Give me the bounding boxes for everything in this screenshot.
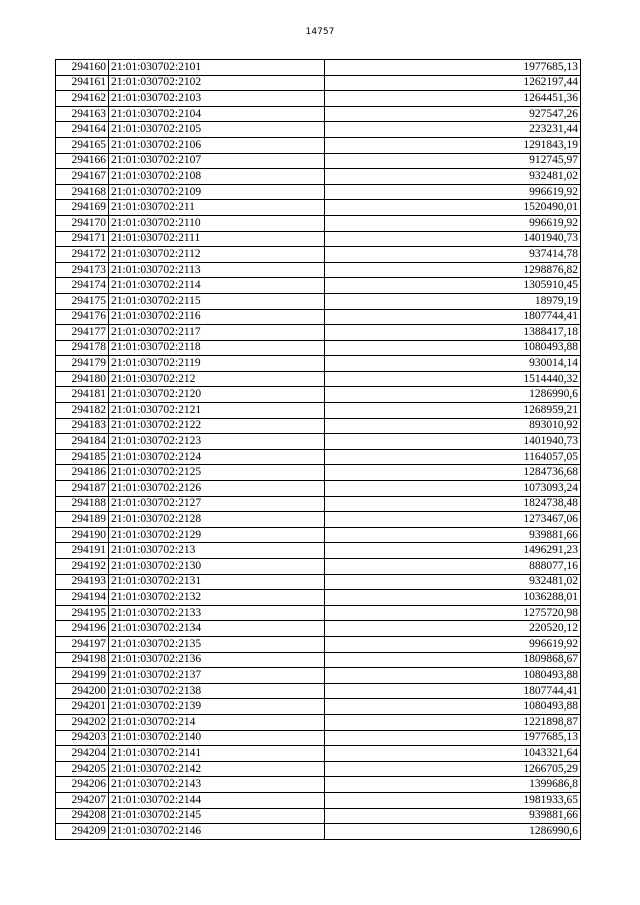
- table-row: [56, 356, 581, 372]
- row-number-cell: 294167: [56, 169, 109, 185]
- cadastral-value-cell: 1824738,48: [325, 496, 581, 512]
- table-row: [56, 434, 581, 450]
- cadastral-number-cell: 21:01:030702:2122: [109, 418, 325, 434]
- row-number-cell: 294174: [56, 278, 109, 294]
- table-row: [56, 184, 581, 200]
- cadastral-value-cell: 220520,12: [325, 621, 581, 637]
- table-row: [56, 403, 581, 419]
- table-row: [56, 262, 581, 278]
- table-row: [56, 309, 581, 325]
- row-number-cell: 294199: [56, 668, 109, 684]
- row-number-cell: 294169: [56, 200, 109, 216]
- row-number-cell: 294192: [56, 559, 109, 575]
- cadastral-value-cell: 1514440,32: [325, 371, 581, 387]
- cadastral-value-cell: 1388417,18: [325, 325, 581, 341]
- cadastral-number-cell: 21:01:030702:2125: [109, 465, 325, 481]
- row-number-cell: 294160: [56, 60, 109, 76]
- cadastral-number-cell: 21:01:030702:2113: [109, 262, 325, 278]
- cadastral-number-cell: 21:01:030702:214: [109, 714, 325, 730]
- table-row: [56, 215, 581, 231]
- table-row: [56, 777, 581, 793]
- table-row: [56, 605, 581, 621]
- row-number-cell: 294190: [56, 527, 109, 543]
- row-number-cell: 294185: [56, 449, 109, 465]
- cadastral-value-cell: 939881,66: [325, 527, 581, 543]
- cadastral-value-cell: 1080493,88: [325, 340, 581, 356]
- table-row: [56, 496, 581, 512]
- page-number: 14757: [305, 27, 335, 37]
- cadastral-value-cell: 1268959,21: [325, 403, 581, 419]
- table-row: [56, 325, 581, 341]
- row-number-cell: 294187: [56, 481, 109, 497]
- cadastral-value-cell: 893010,92: [325, 418, 581, 434]
- row-number-cell: 294166: [56, 153, 109, 169]
- table-row: [56, 808, 581, 824]
- row-number-cell: 294205: [56, 761, 109, 777]
- cadastral-number-cell: 21:01:030702:2140: [109, 730, 325, 746]
- table-row: [56, 278, 581, 294]
- cadastral-value-cell: 1291843,19: [325, 137, 581, 153]
- row-number-cell: 294179: [56, 356, 109, 372]
- cadastral-number-cell: 21:01:030702:2138: [109, 683, 325, 699]
- table-row: [56, 636, 581, 652]
- cadastral-number-cell: 21:01:030702:2141: [109, 746, 325, 762]
- table-row: [56, 699, 581, 715]
- row-number-cell: 294193: [56, 574, 109, 590]
- row-number-cell: 294195: [56, 605, 109, 621]
- cadastral-value-cell: 1977685,13: [325, 730, 581, 746]
- row-number-cell: 294171: [56, 231, 109, 247]
- table-row: [56, 714, 581, 730]
- cadastral-value-table: [55, 59, 581, 840]
- cadastral-number-cell: 21:01:030702:2123: [109, 434, 325, 450]
- row-number-cell: 294184: [56, 434, 109, 450]
- row-number-cell: 294201: [56, 699, 109, 715]
- cadastral-number-cell: 21:01:030702:2120: [109, 387, 325, 403]
- cadastral-value-cell: 1401940,73: [325, 231, 581, 247]
- row-number-cell: 294203: [56, 730, 109, 746]
- cadastral-value-cell: 1080493,88: [325, 699, 581, 715]
- cadastral-value-cell: 1298876,82: [325, 262, 581, 278]
- cadastral-value-cell: 932481,02: [325, 574, 581, 590]
- table-row: [56, 387, 581, 403]
- table-row: [56, 169, 581, 185]
- cadastral-value-cell: 1043321,64: [325, 746, 581, 762]
- row-number-cell: 294164: [56, 122, 109, 138]
- cadastral-value-cell: 937414,78: [325, 247, 581, 263]
- cadastral-number-cell: 21:01:030702:2121: [109, 403, 325, 419]
- cadastral-value-cell: 939881,66: [325, 808, 581, 824]
- cadastral-number-cell: 21:01:030702:2101: [109, 60, 325, 76]
- cadastral-number-cell: 21:01:030702:2103: [109, 91, 325, 107]
- row-number-cell: 294170: [56, 215, 109, 231]
- table-row: [56, 559, 581, 575]
- cadastral-value-cell: 1977685,13: [325, 60, 581, 76]
- cadastral-number-cell: 21:01:030702:2115: [109, 293, 325, 309]
- cadastral-number-cell: 21:01:030702:2117: [109, 325, 325, 341]
- table-row: [56, 340, 581, 356]
- table-row: [56, 683, 581, 699]
- cadastral-number-cell: 21:01:030702:2105: [109, 122, 325, 138]
- table-row: [56, 543, 581, 559]
- cadastral-number-cell: 21:01:030702:2107: [109, 153, 325, 169]
- row-number-cell: 294178: [56, 340, 109, 356]
- row-number-cell: 294200: [56, 683, 109, 699]
- table-row: [56, 293, 581, 309]
- cadastral-number-cell: 21:01:030702:2110: [109, 215, 325, 231]
- row-number-cell: 294197: [56, 636, 109, 652]
- cadastral-number-cell: 21:01:030702:2108: [109, 169, 325, 185]
- table-row: [56, 621, 581, 637]
- table-row: [56, 730, 581, 746]
- cadastral-value-cell: 1401940,73: [325, 434, 581, 450]
- cadastral-number-cell: 21:01:030702:2106: [109, 137, 325, 153]
- table-row: [56, 91, 581, 107]
- cadastral-number-cell: 21:01:030702:2137: [109, 668, 325, 684]
- cadastral-number-cell: 21:01:030702:2134: [109, 621, 325, 637]
- cadastral-number-cell: 21:01:030702:211: [109, 200, 325, 216]
- row-number-cell: 294181: [56, 387, 109, 403]
- cadastral-number-cell: 21:01:030702:2135: [109, 636, 325, 652]
- cadastral-number-cell: 21:01:030702:2118: [109, 340, 325, 356]
- cadastral-value-cell: 1809868,67: [325, 652, 581, 668]
- cadastral-number-cell: 21:01:030702:2145: [109, 808, 325, 824]
- cadastral-value-cell: 18979,19: [325, 293, 581, 309]
- cadastral-value-cell: 927547,26: [325, 106, 581, 122]
- row-number-cell: 294177: [56, 325, 109, 341]
- cadastral-value-cell: 930014,14: [325, 356, 581, 372]
- cadastral-number-cell: 21:01:030702:2119: [109, 356, 325, 372]
- cadastral-number-cell: 21:01:030702:2104: [109, 106, 325, 122]
- table-row: [56, 137, 581, 153]
- row-number-cell: 294207: [56, 792, 109, 808]
- table-row: [56, 481, 581, 497]
- cadastral-value-cell: 1080493,88: [325, 668, 581, 684]
- row-number-cell: 294186: [56, 465, 109, 481]
- cadastral-number-cell: 21:01:030702:2128: [109, 512, 325, 528]
- cadastral-value-cell: 1981933,65: [325, 792, 581, 808]
- row-number-cell: 294176: [56, 309, 109, 325]
- cadastral-value-cell: 1807744,41: [325, 683, 581, 699]
- cadastral-value-cell: 996619,92: [325, 636, 581, 652]
- table-row: [56, 527, 581, 543]
- cadastral-number-cell: 21:01:030702:2136: [109, 652, 325, 668]
- cadastral-number-cell: 21:01:030702:2102: [109, 75, 325, 91]
- row-number-cell: 294194: [56, 590, 109, 606]
- cadastral-number-cell: 21:01:030702:2144: [109, 792, 325, 808]
- row-number-cell: 294172: [56, 247, 109, 263]
- cadastral-number-cell: 21:01:030702:2139: [109, 699, 325, 715]
- cadastral-value-cell: 1807744,41: [325, 309, 581, 325]
- cadastral-value-cell: 1286990,6: [325, 387, 581, 403]
- cadastral-number-cell: 21:01:030702:2133: [109, 605, 325, 621]
- cadastral-value-cell: 1036288,01: [325, 590, 581, 606]
- row-number-cell: 294209: [56, 824, 109, 840]
- table-row: [56, 122, 581, 138]
- cadastral-number-cell: 21:01:030702:2126: [109, 481, 325, 497]
- table-row: [56, 60, 581, 76]
- table-row: [56, 590, 581, 606]
- cadastral-value-cell: 1262197,44: [325, 75, 581, 91]
- cadastral-number-cell: 21:01:030702:2124: [109, 449, 325, 465]
- cadastral-number-cell: 21:01:030702:2146: [109, 824, 325, 840]
- table-row: [56, 449, 581, 465]
- row-number-cell: 294162: [56, 91, 109, 107]
- table-row: [56, 652, 581, 668]
- table-row: [56, 574, 581, 590]
- row-number-cell: 294175: [56, 293, 109, 309]
- cadastral-number-cell: 21:01:030702:2116: [109, 309, 325, 325]
- row-number-cell: 294163: [56, 106, 109, 122]
- cadastral-value-cell: 1264451,36: [325, 91, 581, 107]
- cadastral-value-cell: 1275720,98: [325, 605, 581, 621]
- table-row: [56, 371, 581, 387]
- table-row: [56, 231, 581, 247]
- row-number-cell: 294182: [56, 403, 109, 419]
- row-number-cell: 294191: [56, 543, 109, 559]
- cadastral-number-cell: 21:01:030702:2111: [109, 231, 325, 247]
- row-number-cell: 294180: [56, 371, 109, 387]
- table-row: [56, 512, 581, 528]
- cadastral-value-cell: 1221898,87: [325, 714, 581, 730]
- table-row: [56, 824, 581, 840]
- cadastral-value-cell: 1496291,23: [325, 543, 581, 559]
- cadastral-number-cell: 21:01:030702:2142: [109, 761, 325, 777]
- table-row: [56, 465, 581, 481]
- table-row: [56, 668, 581, 684]
- cadastral-value-cell: 223231,44: [325, 122, 581, 138]
- table-row: [56, 153, 581, 169]
- cadastral-value-cell: 1520490,01: [325, 200, 581, 216]
- cadastral-value-cell: 1073093,24: [325, 481, 581, 497]
- table-row: [56, 106, 581, 122]
- cadastral-number-cell: 21:01:030702:2132: [109, 590, 325, 606]
- cadastral-value-cell: 888077,16: [325, 559, 581, 575]
- cadastral-value-cell: 1399686,8: [325, 777, 581, 793]
- cadastral-number-cell: 21:01:030702:2112: [109, 247, 325, 263]
- cadastral-number-cell: 21:01:030702:2131: [109, 574, 325, 590]
- cadastral-number-cell: 21:01:030702:2127: [109, 496, 325, 512]
- cadastral-value-cell: 1305910,45: [325, 278, 581, 294]
- row-number-cell: 294173: [56, 262, 109, 278]
- cadastral-number-cell: 21:01:030702:2109: [109, 184, 325, 200]
- row-number-cell: 294161: [56, 75, 109, 91]
- row-number-cell: 294183: [56, 418, 109, 434]
- cadastral-number-cell: 21:01:030702:2129: [109, 527, 325, 543]
- table-row: [56, 200, 581, 216]
- table-body: [56, 60, 581, 840]
- cadastral-number-cell: 21:01:030702:2114: [109, 278, 325, 294]
- cadastral-value-cell: 932481,02: [325, 169, 581, 185]
- cadastral-value-cell: 1286990,6: [325, 824, 581, 840]
- row-number-cell: 294202: [56, 714, 109, 730]
- cadastral-number-cell: 21:01:030702:2130: [109, 559, 325, 575]
- row-number-cell: 294204: [56, 746, 109, 762]
- row-number-cell: 294198: [56, 652, 109, 668]
- table-row: [56, 75, 581, 91]
- table-row: [56, 746, 581, 762]
- cadastral-value-cell: 1164057,05: [325, 449, 581, 465]
- cadastral-value-cell: 996619,92: [325, 215, 581, 231]
- row-number-cell: 294196: [56, 621, 109, 637]
- cadastral-number-cell: 21:01:030702:213: [109, 543, 325, 559]
- row-number-cell: 294188: [56, 496, 109, 512]
- table-row: [56, 761, 581, 777]
- row-number-cell: 294165: [56, 137, 109, 153]
- row-number-cell: 294206: [56, 777, 109, 793]
- table-row: [56, 792, 581, 808]
- cadastral-number-cell: 21:01:030702:212: [109, 371, 325, 387]
- cadastral-value-cell: 912745,97: [325, 153, 581, 169]
- cadastral-value-cell: 1266705,29: [325, 761, 581, 777]
- table-row: [56, 418, 581, 434]
- row-number-cell: 294168: [56, 184, 109, 200]
- cadastral-value-cell: 1284736,68: [325, 465, 581, 481]
- cadastral-value-cell: 1273467,06: [325, 512, 581, 528]
- cadastral-value-cell: 996619,92: [325, 184, 581, 200]
- row-number-cell: 294189: [56, 512, 109, 528]
- cadastral-number-cell: 21:01:030702:2143: [109, 777, 325, 793]
- table-row: [56, 247, 581, 263]
- row-number-cell: 294208: [56, 808, 109, 824]
